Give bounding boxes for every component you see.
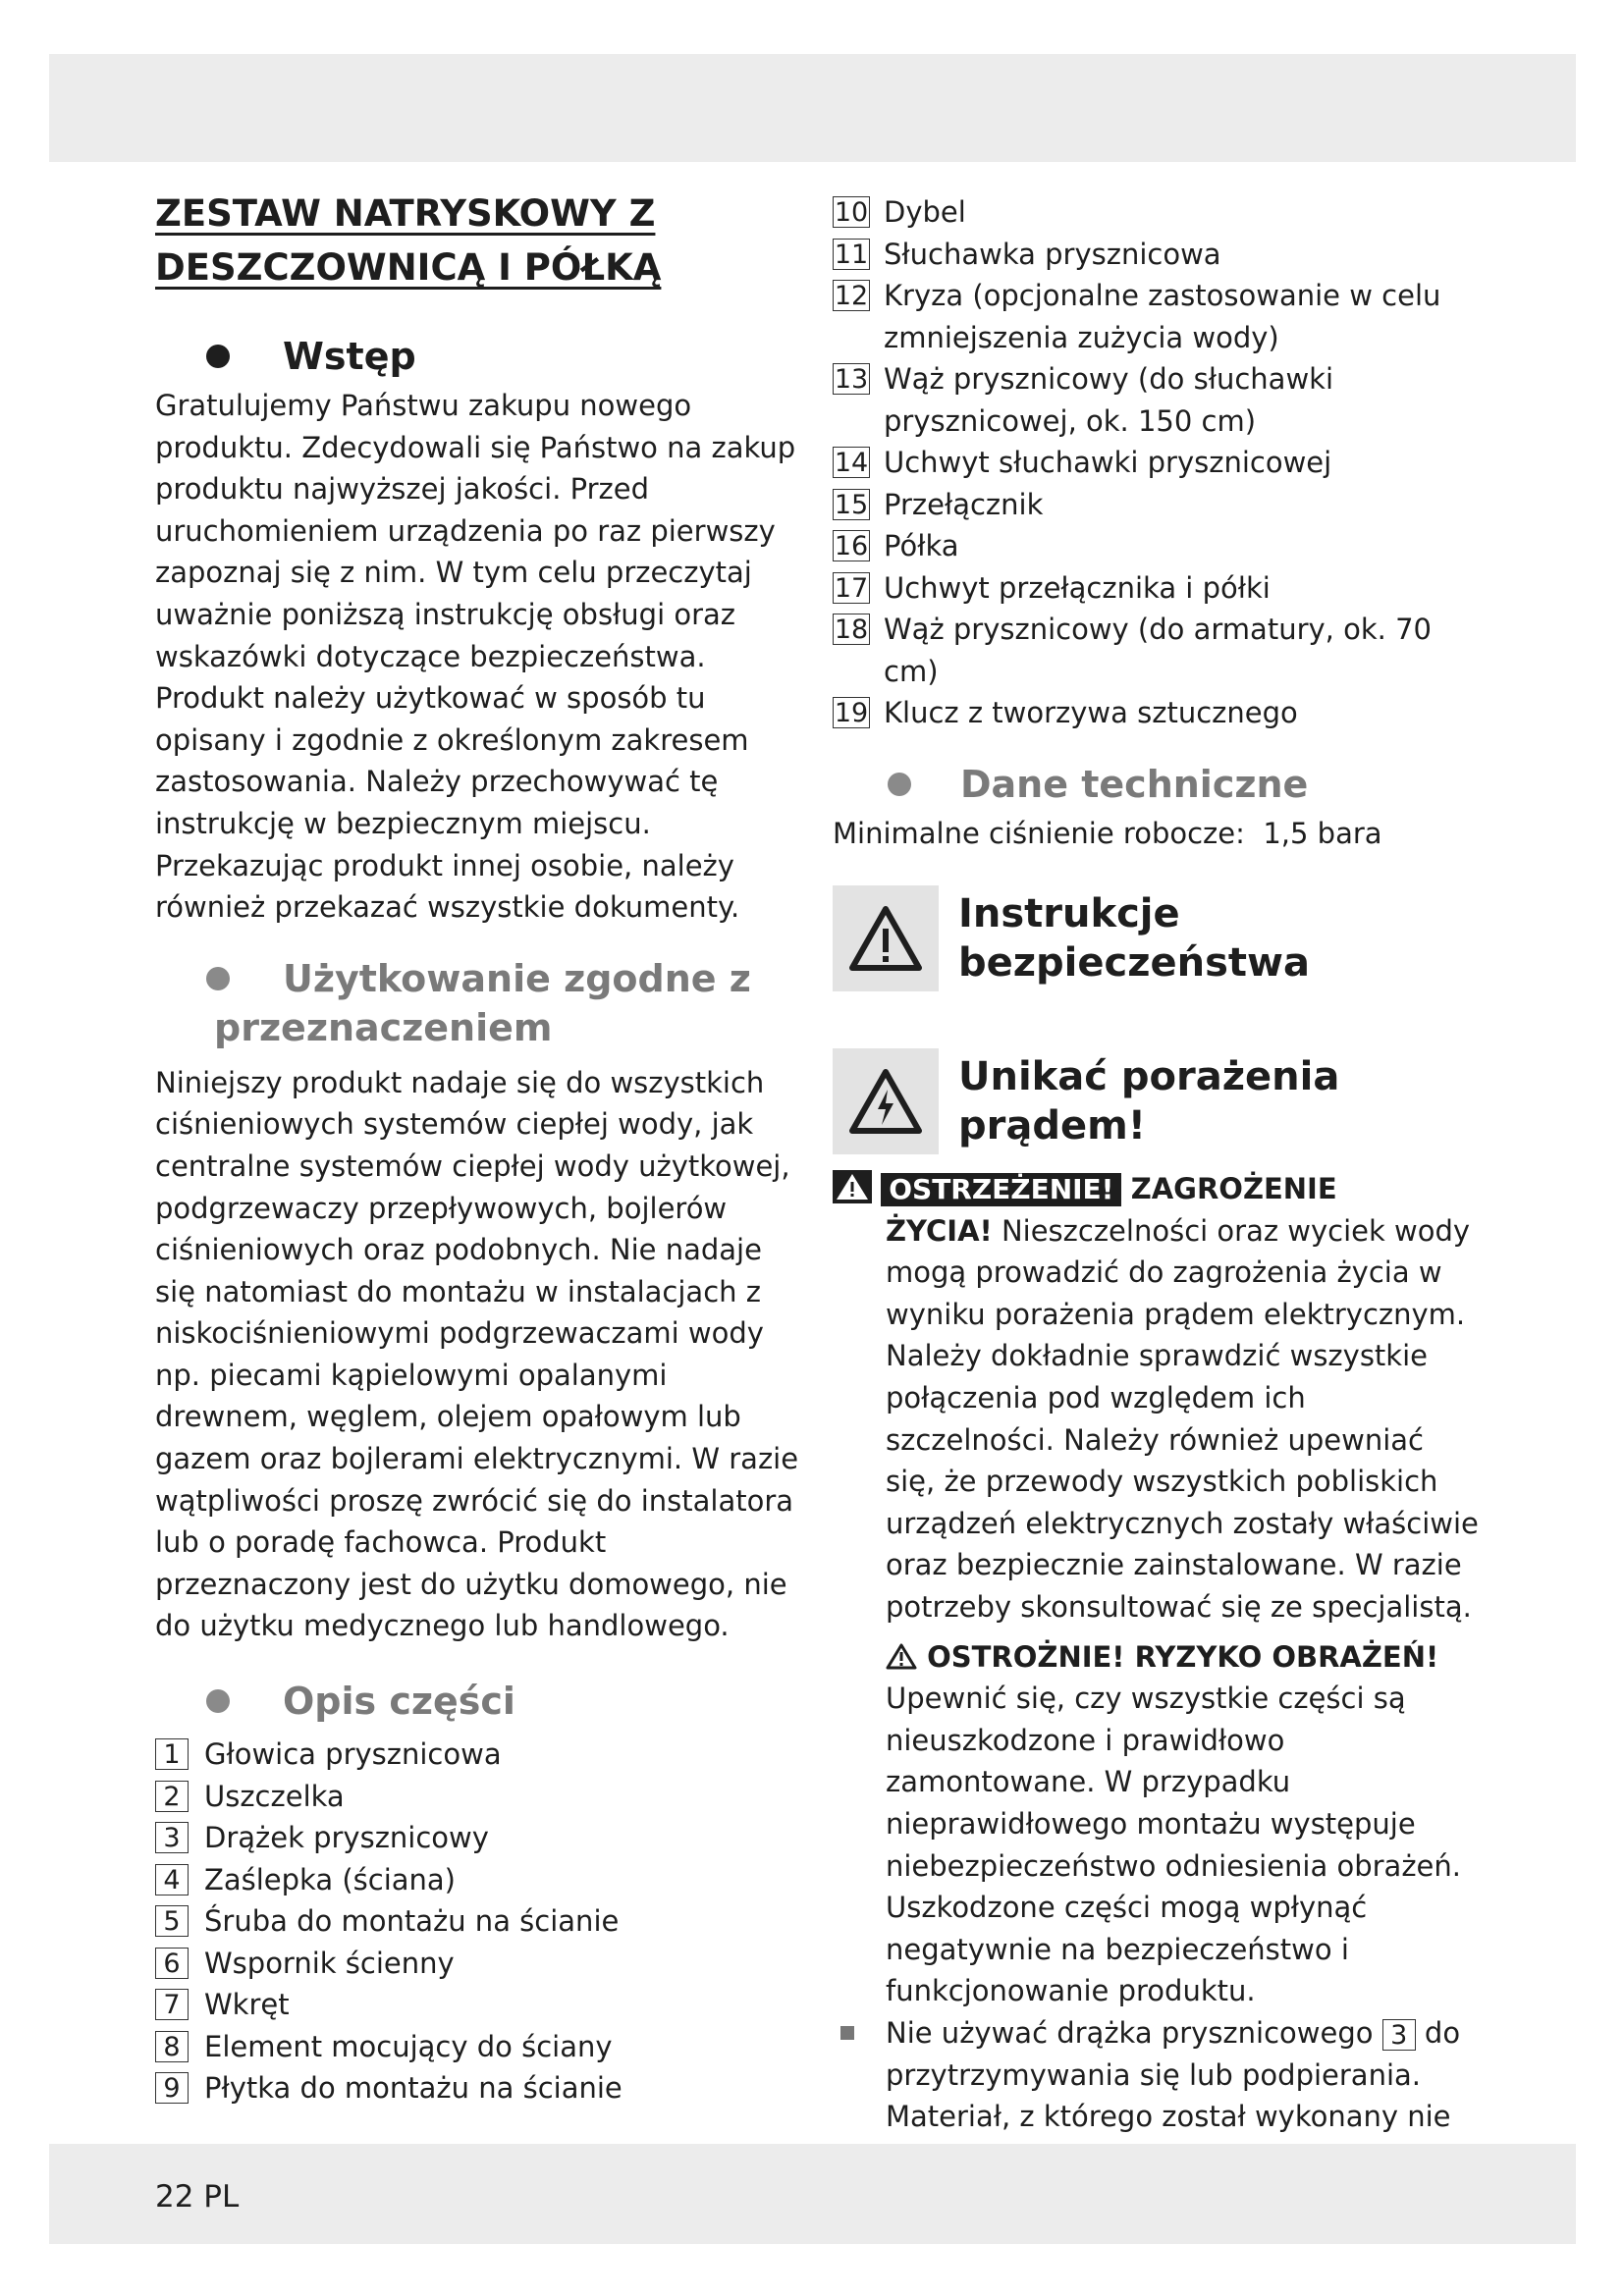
list-item: 11 Słuchawka prysznicowa xyxy=(834,237,1221,271)
title-line-2: DESZCZOWNICĄ I PÓŁKĄ xyxy=(155,246,662,289)
parts-list-left xyxy=(155,1734,803,2109)
page-title xyxy=(155,187,803,294)
list-item: 14 Uchwyt słuchawki prysznicowej xyxy=(834,446,1332,479)
list-item: 17 Uchwyt przełącznika i półki xyxy=(834,570,1271,605)
caution-block xyxy=(833,1636,1481,2221)
left-column xyxy=(155,187,803,2109)
parts-heading: Opis części xyxy=(155,1677,803,1726)
intro-text: Gratulujemy Państwu zakupu nowego produktu. Zdecydowali się Państwo na zakup produktu najwyższej jakości. Przed uruchomieniem urządzenia po raz pierwszy zapoznaj się z nim. W tym celu przeczytaj uważnie poniższą instrukcję obsługi oraz wskazówki dotyczące bezpieczeństwa. Produkt należy użytkować w sposób tu opisany i zgodnie z określonym zakresem zastosowania. Należy przechowywać tę instrukcję w bezpiecznym miejscu. Przekazując produkt innej osobie, należy również przekazać wszystkie dokumenty. xyxy=(155,389,796,925)
list-item: 13 Wąż prysznicowy (do słuchawki prysznicowej, ok. 150 cm) xyxy=(834,362,1334,438)
tech-heading: Dane techniczne xyxy=(833,760,1481,809)
shock-heading-box xyxy=(833,1048,1481,1154)
list-item: 18 Wąż prysznicowy (do armatury, ok. 70 cm) xyxy=(834,613,1432,688)
list-item: 3 Drążek prysznicowy xyxy=(155,1817,803,1859)
caution-title: OSTROŻNIE! RYZYKO OBRAŻEŃ! xyxy=(833,1636,1481,1679)
list-item: 2 Uszczelka xyxy=(155,1776,803,1818)
electric-shock-icon xyxy=(833,1048,939,1154)
list-item: 4 Zaślepka (ściana) xyxy=(155,1859,803,1901)
warning-triangle-icon xyxy=(833,885,939,991)
shock-heading: Unikać porażenia prądem! xyxy=(958,1054,1340,1149)
list-item: 16 Półka xyxy=(834,529,959,562)
list-item: 19 Klucz z tworzywa sztucznego xyxy=(834,696,1298,729)
safety-heading-box xyxy=(833,885,1481,991)
list-item: 7 Wkręt xyxy=(155,1984,803,2026)
intro-heading: Wstęp xyxy=(155,332,803,381)
list-item: 6 Wspornik ścienny xyxy=(155,1943,803,1985)
bullet-dot-icon xyxy=(888,773,911,796)
list-item: 9 Płytka do montażu na ścianie xyxy=(155,2067,803,2109)
list-item: 12 Kryza (opcjonalne zastosowanie w celu zmniejszenia zużycia wody) xyxy=(834,279,1441,354)
square-bullet-icon xyxy=(840,2026,854,2040)
list-item: 1 Głowica prysznicowa xyxy=(155,1734,803,1776)
page-number: 22 PL xyxy=(155,2179,240,2215)
list-item: 5 Śruba do montażu na ścianie xyxy=(155,1900,803,1943)
caution-text: Upewnić się, czy wszystkie części są nieuszkodzone i prawidłowo zamontowane. W przypadku nieprawidłowego montażu występuje niebezpieczeństwo odniesienia obrażeń. Uszkodzone części mogą wpłynąć negatywnie na bezpieczeństwo i funkcjonowanie produktu. xyxy=(886,1682,1461,2008)
warning-title-line: OSTRZEŻENIE! ZAGROŻENIE xyxy=(833,1168,1481,1210)
list-item: 8 Element mocujący do ściany xyxy=(155,2026,803,2068)
right-column xyxy=(833,191,1481,2221)
tech-spec: Minimalne ciśnienie robocze: 1,5 bara xyxy=(833,816,1382,850)
warning-tag: OSTRZEŻENIE! xyxy=(881,1173,1121,1206)
safety-heading: Instrukcje bezpieczeństwa xyxy=(958,891,1310,987)
warning-small-icon xyxy=(833,1170,872,1203)
title-line-1: ZESTAW NATRYSKOWY Z xyxy=(155,192,656,235)
bullet-dot-icon xyxy=(206,967,230,990)
footer-band xyxy=(49,2144,1576,2244)
warning-outline-icon xyxy=(886,1642,917,1670)
part-reference: 3 xyxy=(1382,2019,1416,2051)
intended-use-heading: Użytkowanie zgodne z przeznaczeniem xyxy=(155,954,803,1052)
parts-list-right xyxy=(833,191,1481,734)
list-item: 10 Dybel xyxy=(834,195,966,229)
safety-bullet: Nie używać drążka prysznicowego 3 do przytrzymywania się lub podpierania. Materiał, z którego został wykonany nie xyxy=(833,2012,1481,2221)
bullet-dot-icon xyxy=(206,345,230,368)
header-band xyxy=(49,54,1576,162)
bullet-dot-icon xyxy=(206,1689,230,1713)
intended-use-text: Niniejszy produkt nadaje się do wszystkich ciśnieniowych systemów ciepłej wody, jak centralne systemów ciepłej wody użytkowej, podgrzewaczy przepływowych, bojlerów ciśnieniowych oraz podobnych. Nie nadaje się natomiast do montażu w instalacjach z niskociśnieniowymi podgrzewaczami wody np. piecami kąpielowymi opalanymi drewnem, węglem, olejem opałowym lub gazem oraz bojlerami elektrycznymi. W razie wątpliwości proszę zwrócić się do instalatora lub o poradę fachowca. Produkt przeznaczony jest do użytku domowego, nie do użytku medycznego lub handlowego. xyxy=(155,1065,799,1643)
warning-text: ŻYCIA! Nieszczelności oraz wyciek wody mogą prowadzić do zagrożenia życia w wyniku porażenia prądem elektrycznym. Należy dokładnie sprawdzić wszystkie połączenia pod względem ich szczelności. Należy również upewniać się, że przewody wszystkich pobliskich urządzeń elektrycznych zostały właściwie oraz bezpiecznie zainstalowane. W razie potrzeby skonsultować się ze specjalistą. xyxy=(886,1213,1479,1625)
warning-block xyxy=(833,1168,1481,1629)
list-item: 15 Przełącznik xyxy=(834,487,1044,521)
